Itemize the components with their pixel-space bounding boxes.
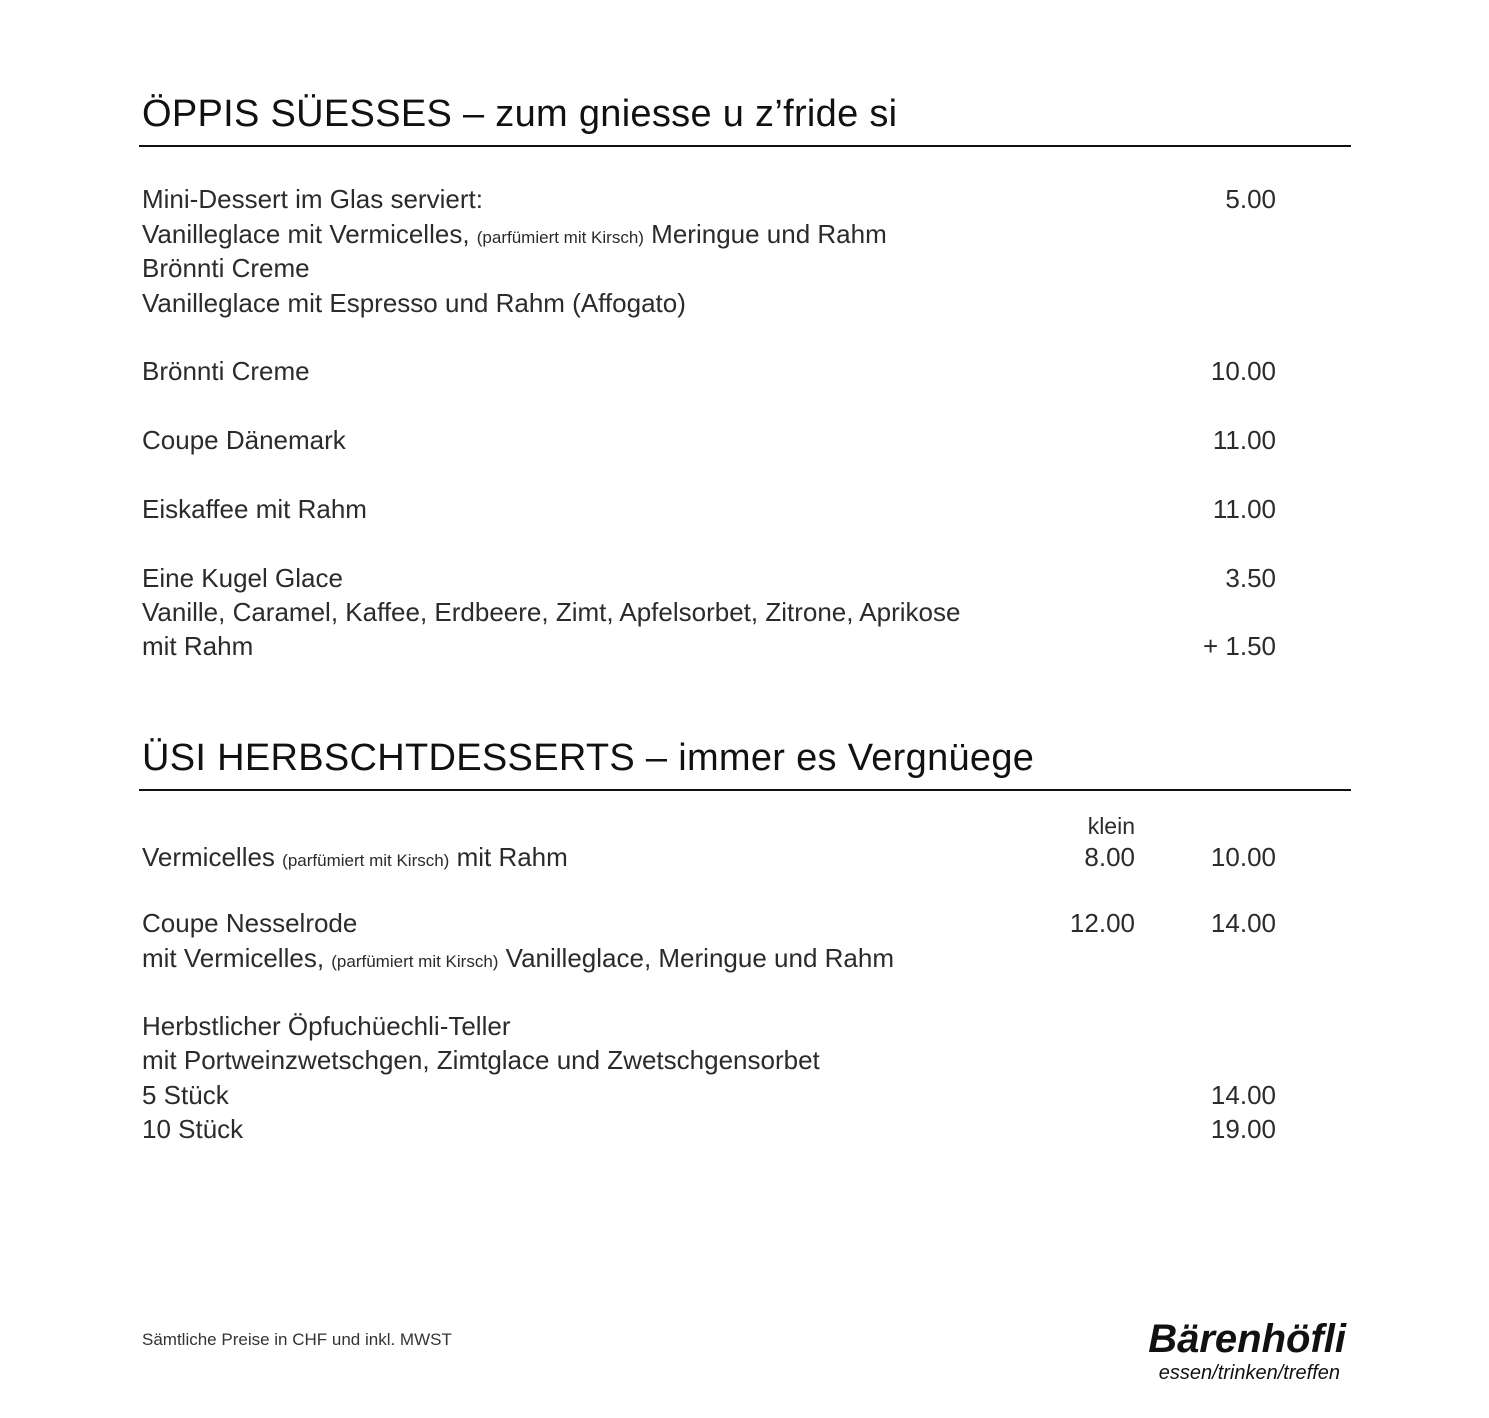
price-vermicelles-klein: 8.00 <box>1084 842 1135 872</box>
menu-item-vermicelles <box>142 842 568 876</box>
section-title-sweets: ÖPPIS SÜESSES – zum gniesse u z’fride si <box>142 93 898 135</box>
menu-item-eiskaffee: Eiskaffee mit Rahm <box>142 494 367 524</box>
brand-logo-name: Bärenhöfli <box>1148 1317 1346 1361</box>
oepfuchuechli-description: mit Portweinzwetschgen, Zimtglace und Zwetschgensorbet <box>142 1045 820 1075</box>
oepfuchuechli-variant-10: 10 Stück <box>142 1114 244 1144</box>
footer-price-note: Sämtliche Preise in CHF und inkl. MWST <box>142 1330 452 1349</box>
menu-item-kugel-glace: Eine Kugel Glace <box>142 563 343 593</box>
price-nesselrode: 14.00 <box>1210 908 1276 938</box>
price-oepfuchuechli-5: 14.00 <box>1210 1080 1276 1110</box>
kugel-extra-rahm: mit Rahm <box>142 631 254 661</box>
nesselrode-desc-a: mit Vermicelles, <box>142 943 332 973</box>
mini-dessert-option-3: Vanilleglace mit Espresso und Rahm (Affogato) <box>142 288 686 318</box>
menu-item-coupe-daenemark: Coupe Dänemark <box>142 425 346 455</box>
price-vermicelles: 10.00 <box>1210 842 1276 872</box>
oepfuchuechli-variant-5: 5 Stück <box>142 1080 229 1110</box>
price-kugel-glace: 3.50 <box>1225 563 1276 593</box>
price-oepfuchuechli-10: 19.00 <box>1210 1114 1276 1144</box>
vermicelles-note: (parfümiert mit Kirsch) <box>282 851 450 870</box>
price-broennti-creme: 10.00 <box>1210 356 1276 386</box>
nesselrode-desc-note: (parfümiert mit Kirsch) <box>331 952 499 971</box>
kugel-flavors: Vanille, Caramel, Kaffee, Erdbeere, Zimt, Apfelsorbet, Zitrone, Aprikose <box>142 597 961 627</box>
menu-item-coupe-nesselrode: Coupe Nesselrode <box>142 908 358 938</box>
price-nesselrode-klein: 12.00 <box>1069 908 1135 938</box>
column-header-klein: klein <box>1087 813 1135 839</box>
price-extra-rahm: + 1.50 <box>1202 631 1276 661</box>
section-divider-autumn <box>139 789 1351 791</box>
section-divider-sweets <box>139 145 1351 147</box>
section-title-autumn: ÜSI HERBSCHTDESSERTS – immer es Vergnüege <box>142 737 1035 779</box>
menu-item-broennti-creme: Brönnti Creme <box>142 356 310 386</box>
menu-item-mini-dessert: Mini-Dessert im Glas serviert: <box>142 184 483 214</box>
vermicelles-text-a: Vermicelles <box>142 842 283 872</box>
menu-item-oepfuchuechli: Herbstlicher Öpfuchüechli-Teller <box>142 1011 511 1041</box>
price-eiskaffee: 11.00 <box>1212 494 1276 524</box>
mini-dessert-option-1 <box>142 219 887 253</box>
nesselrode-desc-b: Vanilleglace, Meringue und Rahm <box>498 943 894 973</box>
vermicelles-text-b: mit Rahm <box>449 842 568 872</box>
price-mini-dessert: 5.00 <box>1225 184 1276 214</box>
price-coupe-daenemark: 11.00 <box>1212 425 1276 455</box>
option-1-text-b: Meringue und Rahm <box>643 219 887 249</box>
option-1-text-a: Vanilleglace mit Vermicelles, <box>142 219 477 249</box>
option-1-note: (parfümiert mit Kirsch) <box>476 228 644 247</box>
brand-tagline: essen/trinken/treffen <box>1158 1362 1340 1384</box>
mini-dessert-option-2: Brönnti Creme <box>142 253 310 283</box>
nesselrode-description <box>142 943 894 977</box>
